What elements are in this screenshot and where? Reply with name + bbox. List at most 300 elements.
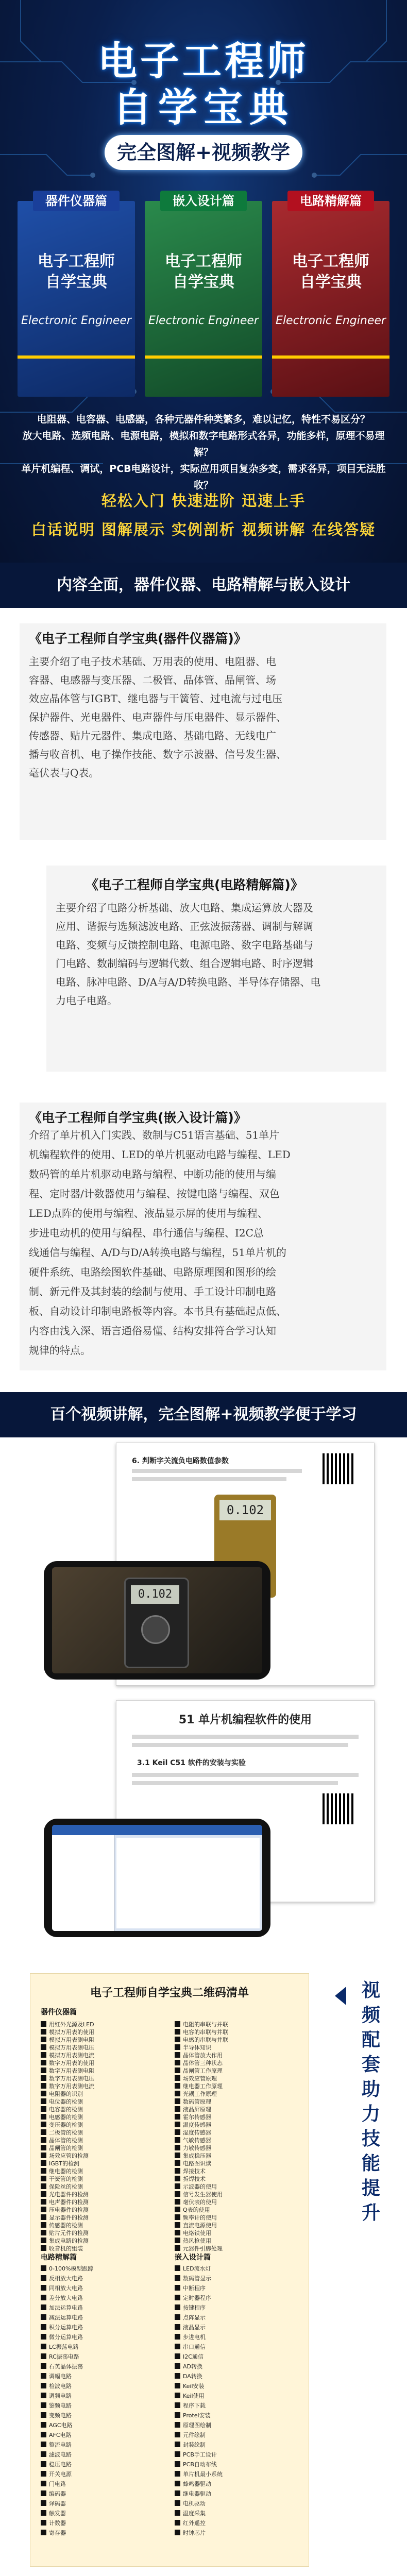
qr-code-icon bbox=[41, 2129, 46, 2135]
book-subtitle-en: Electronic Engineer bbox=[276, 314, 386, 327]
qr-list-item: 晶闸管的检测 bbox=[49, 2145, 83, 2151]
qr-code-icon bbox=[175, 2363, 180, 2369]
qr-code-icon bbox=[175, 2214, 180, 2220]
qr-list-item: 光电器件的检测 bbox=[49, 2191, 89, 2198]
hero-description bbox=[15, 411, 392, 494]
text-placeholder bbox=[132, 1735, 359, 1739]
qr-code-icon bbox=[175, 2451, 180, 2457]
side-char: 助 bbox=[361, 2079, 380, 2100]
qr-code-icon bbox=[41, 2199, 46, 2205]
qr-list-item: 光耦工作原理 bbox=[183, 2091, 217, 2097]
qr-list-item: 中断程序 bbox=[183, 2285, 206, 2292]
qr-code-icon bbox=[41, 2461, 46, 2467]
book-cover-embedded bbox=[145, 194, 262, 397]
hero-slogan-1: 轻松入门 快速进阶 迅速上手 bbox=[101, 492, 306, 510]
qr-list-item: 寄存器 bbox=[49, 2530, 66, 2536]
qr-code-icon bbox=[175, 2106, 180, 2112]
qr-code-icon bbox=[41, 2145, 46, 2150]
qr-code-icon bbox=[175, 2230, 180, 2235]
qr-code-icon bbox=[41, 2067, 46, 2073]
qr-list-item: 差分放大电路 bbox=[49, 2295, 83, 2301]
qr-code-icon bbox=[175, 2383, 180, 2388]
side-caption bbox=[355, 1978, 386, 2226]
qr-list-item: 微分运算电路 bbox=[49, 2334, 83, 2341]
book-cover-devices bbox=[18, 194, 135, 397]
text-placeholder bbox=[132, 1743, 348, 1747]
qr-list-item: 点阵显示 bbox=[183, 2314, 206, 2321]
qr-list-item: 模拟万用表测电流 bbox=[49, 2052, 94, 2059]
qr-code-icon bbox=[175, 2222, 180, 2228]
qr-list-item: 电路图识读 bbox=[183, 2160, 211, 2167]
side-char: 技 bbox=[361, 2128, 380, 2149]
qr-list-item: 温度采集 bbox=[183, 2510, 206, 2517]
qr-list-item: 模拟万用表的使用 bbox=[49, 2029, 94, 2036]
qr-code-icon bbox=[175, 2238, 180, 2243]
multimeter-display: 0.102 bbox=[131, 1585, 179, 1604]
body-line: 介绍了单片机入门实践、数制与C51语言基础、51单片 bbox=[29, 1129, 280, 1141]
qr-list-item: 二极管的检测 bbox=[49, 2129, 83, 2136]
qr-code-icon bbox=[41, 2490, 46, 2496]
body-line: 步进电动机的使用与编程、串行通信与编程、I2C总 bbox=[29, 1227, 264, 1239]
qr-list-item: 加法运算电路 bbox=[49, 2304, 83, 2311]
qr-code-icon bbox=[41, 2029, 46, 2035]
qr-code-icon bbox=[175, 2168, 180, 2174]
multimeter-photo bbox=[124, 1578, 189, 1668]
text-placeholder bbox=[132, 1469, 302, 1473]
qr-list-item: 热风枪使用 bbox=[183, 2238, 211, 2244]
page-heading: 6. 判断字关流负电路数值参数 bbox=[132, 1457, 229, 1465]
hero-desc-line: 单片机编程、调试，PCB电路设计，实际应用项目复杂多变，需求各异，项目无法胜收？ bbox=[21, 463, 386, 491]
qr-code-icon bbox=[41, 2344, 46, 2349]
qr-code-icon bbox=[41, 2238, 46, 2243]
qr-list-item: 传感器的检测 bbox=[49, 2222, 83, 2229]
intro-card-devices bbox=[20, 623, 386, 840]
qr-list-item: 场效应管原理 bbox=[183, 2075, 217, 2082]
qr-code-icon bbox=[175, 2122, 180, 2127]
section-banner-text: 百个视频讲解，完全图解+视频教学便于学习 bbox=[50, 1405, 357, 1423]
side-char: 配 bbox=[361, 2029, 380, 2050]
qr-list-item: 继电器的检测 bbox=[49, 2168, 83, 2175]
hero-banner bbox=[0, 0, 407, 563]
body-line: 主要介绍了电子技术基础、万用表的使用、电阻器、电 bbox=[29, 655, 276, 668]
qr-list-item: 计数器 bbox=[49, 2520, 66, 2527]
book-cover-circuits bbox=[272, 194, 389, 397]
body-line: 传感器、贴片元器件、集成电路、基础电路、无线电广 bbox=[29, 730, 276, 742]
qr-code-icon bbox=[41, 2510, 46, 2516]
intro-card-title: 《电子工程师自学宝典(电路精解篇)》 bbox=[86, 877, 303, 892]
qr-list-item: Protel安装 bbox=[183, 2412, 211, 2419]
phone-screen-video bbox=[52, 1567, 262, 1673]
qr-code-icon bbox=[175, 2314, 180, 2320]
qr-code-icon bbox=[175, 2114, 180, 2120]
qr-code-icon bbox=[41, 2183, 46, 2189]
side-char: 视 bbox=[361, 1980, 380, 2001]
qr-code-icon bbox=[41, 2481, 46, 2486]
qr-list-item: 贴片元件的检测 bbox=[49, 2230, 89, 2236]
phone-mockup-1 bbox=[44, 1561, 270, 1680]
qr-list-item: 信号发生器使用 bbox=[183, 2191, 223, 2198]
qr-list-item: 同相放大电路 bbox=[49, 2285, 83, 2292]
qr-code-icon bbox=[41, 2314, 46, 2320]
phone-mockup-2 bbox=[44, 1819, 270, 1937]
phone-screen-software bbox=[52, 1825, 262, 1931]
qr-code-icon bbox=[175, 2530, 180, 2535]
qr-list-item: 译码器 bbox=[49, 2500, 66, 2507]
qr-code-icon bbox=[41, 2265, 46, 2271]
body-line: 门电路、数制编码与逻辑代数、组合逻辑电路、时序逻辑 bbox=[56, 957, 313, 970]
qr-code-icon bbox=[175, 2060, 180, 2065]
book-title2: 自学宝典 bbox=[300, 273, 362, 291]
body-line: 容器、电感器与变压器、二极管、晶体管、晶闸管、场 bbox=[29, 674, 276, 686]
qr-list-item: 按键程序 bbox=[183, 2304, 206, 2311]
qr-list-item: Keil使用 bbox=[183, 2393, 205, 2399]
qr-code-icon bbox=[41, 2021, 46, 2027]
body-line: 主要介绍了电路分析基础、放大电路、集成运算放大器及 bbox=[56, 902, 313, 914]
qr-code-icon bbox=[175, 2275, 180, 2281]
qr-code-icon bbox=[175, 2432, 180, 2437]
qr-code-icon bbox=[175, 2145, 180, 2150]
qr-code-icon bbox=[41, 2222, 46, 2228]
qr-list-item: 滤波电路 bbox=[49, 2451, 72, 2458]
qr-list-item: 电感的串联与并联 bbox=[183, 2037, 228, 2043]
qr-code-icon bbox=[41, 2471, 46, 2477]
qr-code-icon bbox=[175, 2373, 180, 2379]
body-line: 制、新元件及其封装的绘制与使用、手工设计印制电路 bbox=[29, 1285, 276, 1298]
qr-list-item: 霍尔传感器 bbox=[183, 2114, 211, 2121]
qr-code-icon bbox=[175, 2098, 180, 2104]
book-tag: 电路精解篇 bbox=[287, 191, 374, 211]
qr-code-icon bbox=[175, 2344, 180, 2349]
qr-list-item: 液晶屏原理 bbox=[183, 2106, 211, 2113]
qr-list-item: 电烙铁使用 bbox=[183, 2230, 211, 2236]
section-banner-text: 内容全面，器件仪器、电路精解与嵌入设计 bbox=[57, 576, 350, 594]
body-line: 毫伏表与Q表。 bbox=[29, 767, 99, 779]
qr-list-item: 晶体管的检测 bbox=[49, 2137, 83, 2144]
qr-list-item: 封装绘制 bbox=[183, 2442, 206, 2448]
qr-list-item: I2C通信 bbox=[183, 2353, 204, 2360]
multimeter-display: 0.102 bbox=[219, 1500, 271, 1520]
qr-list-item: 串口通信 bbox=[183, 2344, 206, 2350]
qr-code-icon bbox=[175, 2029, 180, 2035]
qr-code-icon bbox=[41, 2098, 46, 2104]
qr-code-icon bbox=[41, 2052, 46, 2058]
qr-list-item: 数字万用表的使用 bbox=[49, 2060, 94, 2066]
qr-list-item: 湿度传感器 bbox=[183, 2129, 211, 2136]
qr-list-item: 鉴频电路 bbox=[49, 2402, 72, 2409]
qr-list-item: 定时器程序 bbox=[183, 2295, 211, 2301]
qr-code-icon bbox=[175, 2422, 180, 2428]
qr-code-icon bbox=[175, 2207, 180, 2212]
page-heading: 51 单片机编程软件的使用 bbox=[178, 1714, 312, 1726]
hero-slogan-2: 白话说明 图解展示 实例剖析 视频讲解 在线答疑 bbox=[31, 521, 376, 538]
qr-list-item: 模拟万用表测电阻 bbox=[49, 2037, 94, 2043]
qr-list-item: 场效应管的检测 bbox=[49, 2153, 89, 2159]
qr-code-icon bbox=[175, 2052, 180, 2058]
qr-code-icon bbox=[175, 2285, 180, 2291]
body-line: 程、定时器/计数器使用与编程、按键电路与编程、双色 bbox=[29, 1188, 280, 1200]
qr-code-icon bbox=[41, 2122, 46, 2127]
qr-list-item: 力敏传感器 bbox=[183, 2145, 211, 2151]
qr-code-icon bbox=[41, 2324, 46, 2330]
qr-code-icon bbox=[175, 2442, 180, 2447]
qr-list-section-c: 嵌入设计篇 bbox=[175, 2253, 211, 2262]
qr-code-icon bbox=[175, 2129, 180, 2135]
section-banner-video bbox=[0, 1392, 407, 1437]
qr-code-icon bbox=[41, 2295, 46, 2300]
qr-list-item: 数字万用表测电压 bbox=[49, 2075, 94, 2082]
qr-list-item: 触发器 bbox=[49, 2510, 66, 2517]
qr-code-icon bbox=[175, 2245, 180, 2251]
software-project-panel bbox=[52, 1835, 114, 1931]
qr-code-icon bbox=[41, 2353, 46, 2359]
qr-code-icon bbox=[175, 2153, 180, 2158]
qr-list-item: 压电器件的检测 bbox=[49, 2207, 89, 2213]
qr-code-icon bbox=[175, 2183, 180, 2189]
qr-code-icon bbox=[41, 2160, 46, 2166]
qr-code-icon bbox=[41, 2060, 46, 2065]
qr-code-icon bbox=[41, 2245, 46, 2251]
hero-desc-line: 电阻器、电容器、电感器，各种元器件种类繁多，难以记忆，特性不易区分？ bbox=[37, 414, 370, 425]
qr-code-icon bbox=[41, 2214, 46, 2220]
text-placeholder bbox=[132, 1773, 359, 1777]
intro-card-embedded bbox=[20, 1103, 386, 1370]
qr-list-item: 电位器的检测 bbox=[49, 2098, 83, 2105]
book-tag: 嵌入设计篇 bbox=[160, 191, 247, 211]
qr-list-item: 显示器件的检测 bbox=[49, 2214, 89, 2221]
qr-code-icon bbox=[41, 2432, 46, 2437]
qr-list-item: 数码管显示 bbox=[183, 2275, 211, 2282]
qr-code-icon bbox=[41, 2442, 46, 2447]
qr-code-icon bbox=[175, 2083, 180, 2089]
book-title2: 自学宝典 bbox=[45, 273, 107, 291]
body-line: 保护器件、光电器件、电声器件与压电器件、显示器件、 bbox=[29, 711, 286, 723]
qr-code-icon bbox=[175, 2334, 180, 2340]
qr-list-item: 用红外光源及LED bbox=[49, 2021, 94, 2028]
qr-list-item: 减法运算电路 bbox=[49, 2314, 83, 2321]
qr-list-item: 晶体管放大作用 bbox=[183, 2052, 223, 2059]
qr-list-item: 直流电源使用 bbox=[183, 2222, 217, 2229]
qr-code-icon bbox=[175, 2481, 180, 2486]
qr-list-item: 数码管原理 bbox=[183, 2098, 211, 2105]
body-line: 电路、脉冲电路、D/A与A/D转换电路、半导体存储器、电 bbox=[56, 976, 321, 988]
side-char: 提 bbox=[361, 2178, 380, 2199]
intro-card-title: 《电子工程师自学宝典(嵌入设计篇)》 bbox=[29, 1110, 247, 1125]
qr-list-item: 门电路 bbox=[49, 2481, 66, 2487]
qr-code-icon bbox=[41, 2176, 46, 2181]
qr-code-icon bbox=[175, 2191, 180, 2197]
qr-code-icon bbox=[41, 2091, 46, 2096]
hero-title-line1: 电子工程师 bbox=[98, 38, 309, 84]
software-editor-pane bbox=[116, 1838, 260, 1928]
qr-code-icon bbox=[41, 2520, 46, 2526]
qr-list-item: 单片机最小系统 bbox=[183, 2471, 223, 2478]
qr-code-icon bbox=[175, 2490, 180, 2496]
intro-card-body bbox=[56, 899, 380, 1010]
qr-code-icon bbox=[175, 2520, 180, 2526]
body-line: 硬件系统、电路绘图软件基础、电路原理图和图形的绘 bbox=[29, 1266, 276, 1278]
body-line: 电路、变频与反馈控制电路、电源电路、数字电路基础与 bbox=[56, 939, 313, 951]
qr-code-icon bbox=[175, 2353, 180, 2359]
qr-list-item: 数字万用表测电流 bbox=[49, 2083, 94, 2090]
side-char: 升 bbox=[361, 2202, 380, 2224]
book-subtitle-en: Electronic Engineer bbox=[148, 314, 259, 327]
book-subtitle-en: Electronic Engineer bbox=[21, 314, 131, 327]
qr-list-item: 电声器件的检测 bbox=[49, 2199, 89, 2206]
intro-card-body bbox=[29, 1125, 384, 1360]
qr-list-item: LC振荡电路 bbox=[49, 2344, 79, 2350]
qr-list-item: 电感器的检测 bbox=[49, 2114, 83, 2121]
qr-list-item: 半导体知识 bbox=[183, 2044, 211, 2051]
body-line: 效应晶体管与IGBT、继电器与干簧管、过电流与过电压 bbox=[29, 692, 282, 705]
qr-list-item: 电容的串联与并联 bbox=[183, 2029, 228, 2036]
qr-code-icon bbox=[175, 2037, 180, 2042]
qr-code-icon bbox=[175, 2075, 180, 2081]
qr-code-icon bbox=[41, 2373, 46, 2379]
qr-list-item: Keil安装 bbox=[183, 2383, 205, 2389]
book-cover-art bbox=[145, 201, 262, 397]
software-titlebar bbox=[52, 1825, 262, 1835]
book-accent-bar bbox=[18, 355, 135, 359]
hero-desc-line: 放大电路、选频电路、电源电路，模拟和数字电路形式各异，功能多样，原理不易理解？ bbox=[22, 430, 385, 458]
side-char: 套 bbox=[361, 2054, 380, 2075]
qr-list-item: PCB手工设计 bbox=[183, 2451, 217, 2458]
qr-list-item: 晶体管三种状态 bbox=[183, 2060, 223, 2066]
qr-list-item: 干簧管的检测 bbox=[49, 2176, 83, 2182]
qr-code-icon bbox=[175, 2199, 180, 2205]
qr-code-icon bbox=[175, 2402, 180, 2408]
qr-list-item: 调幅电路 bbox=[49, 2373, 72, 2380]
qr-list-item: IGBT的检测 bbox=[49, 2160, 80, 2167]
qr-code-icon bbox=[41, 2207, 46, 2212]
qr-code-icon bbox=[41, 2285, 46, 2291]
page-subheading: 3.1 Keil C51 软件的安装与实验 bbox=[137, 1759, 246, 1767]
qr-list-item: 继电器驱动 bbox=[183, 2490, 211, 2497]
text-placeholder bbox=[132, 1477, 286, 1481]
body-line: 机编程软件的使用、LED的单片机驱动电路与编程、LED bbox=[29, 1148, 291, 1161]
book-cover-art bbox=[272, 201, 389, 397]
qr-code-icon bbox=[323, 1453, 353, 1484]
qr-code-icon bbox=[175, 2044, 180, 2050]
qr-code-icon bbox=[41, 2500, 46, 2506]
book-title1: 电子工程师 bbox=[292, 252, 369, 270]
qr-list-item: 拆焊技术 bbox=[183, 2176, 206, 2182]
qr-code-icon bbox=[41, 2402, 46, 2408]
qr-code-icon bbox=[175, 2500, 180, 2506]
qr-code-icon bbox=[41, 2304, 46, 2310]
arrow-left-icon bbox=[335, 1987, 346, 2005]
qr-code-icon bbox=[41, 2168, 46, 2174]
qr-code-icon bbox=[41, 2153, 46, 2158]
book-accent-bar bbox=[145, 355, 262, 359]
side-char: 能 bbox=[361, 2153, 380, 2174]
qr-code-icon bbox=[41, 2037, 46, 2042]
qr-list-section-a: 器件仪器篇 bbox=[41, 2008, 77, 2016]
side-char: 力 bbox=[361, 2104, 380, 2125]
qr-list-item: 石英晶体振荡 bbox=[49, 2363, 83, 2370]
qr-list-item: 集成电路的检测 bbox=[49, 2238, 89, 2244]
qr-code-icon bbox=[41, 2334, 46, 2340]
qr-code-icon bbox=[41, 2451, 46, 2457]
qr-code-icon bbox=[41, 2412, 46, 2418]
qr-list-item: 电机驱动 bbox=[183, 2500, 206, 2507]
qr-list-title: 电子工程师自学宝典二维码清单 bbox=[90, 1987, 249, 1999]
qr-code-icon bbox=[175, 2160, 180, 2166]
text-placeholder bbox=[132, 1781, 338, 1785]
qr-code-icon bbox=[175, 2091, 180, 2096]
qr-list-item: 模拟万用表测电压 bbox=[49, 2044, 94, 2051]
qr-code-icon bbox=[41, 2422, 46, 2428]
qr-code-icon bbox=[41, 2393, 46, 2398]
qr-list-item: 反相放大电路 bbox=[49, 2275, 83, 2282]
qr-code-icon bbox=[41, 2114, 46, 2120]
body-line: 板、自动设计印制电路板等内容。本书具有基础起点低、 bbox=[29, 1305, 286, 1317]
qr-list-item: 继电器工作原理 bbox=[183, 2083, 223, 2090]
side-char: 频 bbox=[361, 2005, 380, 2026]
book-title2: 自学宝典 bbox=[173, 273, 234, 291]
hero-title-line2: 自学宝典 bbox=[113, 84, 294, 130]
qr-code-icon bbox=[175, 2304, 180, 2310]
qr-list-item: 整流电路 bbox=[49, 2442, 72, 2448]
qr-list-item: 焊接技术 bbox=[183, 2168, 206, 2175]
rotary-dial-icon bbox=[141, 1615, 170, 1644]
intro-card-title: 《电子工程师自学宝典(器件仪器篇)》 bbox=[29, 631, 247, 646]
qr-list-item: 频率计的使用 bbox=[183, 2214, 217, 2221]
body-line: 规律的特点。 bbox=[29, 1344, 91, 1357]
qr-list-item: 编码器 bbox=[49, 2490, 66, 2497]
qr-code-icon bbox=[175, 2461, 180, 2467]
qr-list-item: 调频电路 bbox=[49, 2393, 72, 2399]
qr-code-icon bbox=[41, 2044, 46, 2050]
book-title1: 电子工程师 bbox=[165, 252, 242, 270]
qr-code-list-card bbox=[30, 1973, 309, 2567]
qr-code-icon bbox=[41, 2083, 46, 2089]
qr-code-icon bbox=[175, 2176, 180, 2181]
body-line: LED点阵的使用与编程、液晶显示屏的使用与编程、 bbox=[29, 1207, 268, 1219]
qr-list-item: 保险丝的检测 bbox=[49, 2183, 83, 2190]
qr-list-item: Q表的使用 bbox=[183, 2207, 210, 2213]
qr-code-icon bbox=[175, 2412, 180, 2418]
qr-code-icon bbox=[41, 2137, 46, 2143]
book-title1: 电子工程师 bbox=[38, 252, 115, 270]
book-accent-bar bbox=[272, 355, 389, 359]
qr-list-item: AGC电路 bbox=[49, 2422, 73, 2429]
qr-list-item: 电阻器的识别 bbox=[49, 2091, 83, 2097]
qr-list-item: 原理图绘制 bbox=[183, 2422, 211, 2429]
qr-code-icon bbox=[323, 1793, 353, 1824]
hero-subtitle-pill: 完全图解+视频教学 bbox=[105, 135, 302, 170]
qr-list-item: 气敏传感器 bbox=[183, 2137, 211, 2144]
qr-list-item: 时钟芯片 bbox=[183, 2530, 206, 2536]
book-cover-art bbox=[18, 201, 135, 397]
qr-list-item: 检波电路 bbox=[49, 2383, 72, 2389]
qr-code-icon bbox=[41, 2383, 46, 2388]
qr-code-icon bbox=[175, 2295, 180, 2300]
qr-code-icon bbox=[175, 2510, 180, 2516]
qr-code-icon bbox=[175, 2324, 180, 2330]
book-tag: 器件仪器篇 bbox=[33, 191, 120, 211]
qr-code-icon bbox=[41, 2363, 46, 2369]
qr-list-item: RC振荡电路 bbox=[49, 2353, 79, 2360]
qr-list-item: 集成稳压器 bbox=[183, 2153, 211, 2159]
body-line: 播与收音机、电子操作技能、数字示波器、信号发生器、 bbox=[29, 748, 286, 760]
qr-list-item: 红外遥控 bbox=[183, 2520, 206, 2527]
qr-code-icon bbox=[41, 2275, 46, 2281]
qr-code-icon bbox=[175, 2471, 180, 2477]
body-line: 内容由浅入深、语言通俗易懂、结构安排符合学习认知 bbox=[29, 1325, 276, 1337]
qr-list-item: 元器件引脚处理 bbox=[183, 2245, 223, 2252]
qr-list-item: 蜂鸣器驱动 bbox=[183, 2481, 211, 2487]
qr-list-item: 温度传感器 bbox=[183, 2122, 211, 2128]
